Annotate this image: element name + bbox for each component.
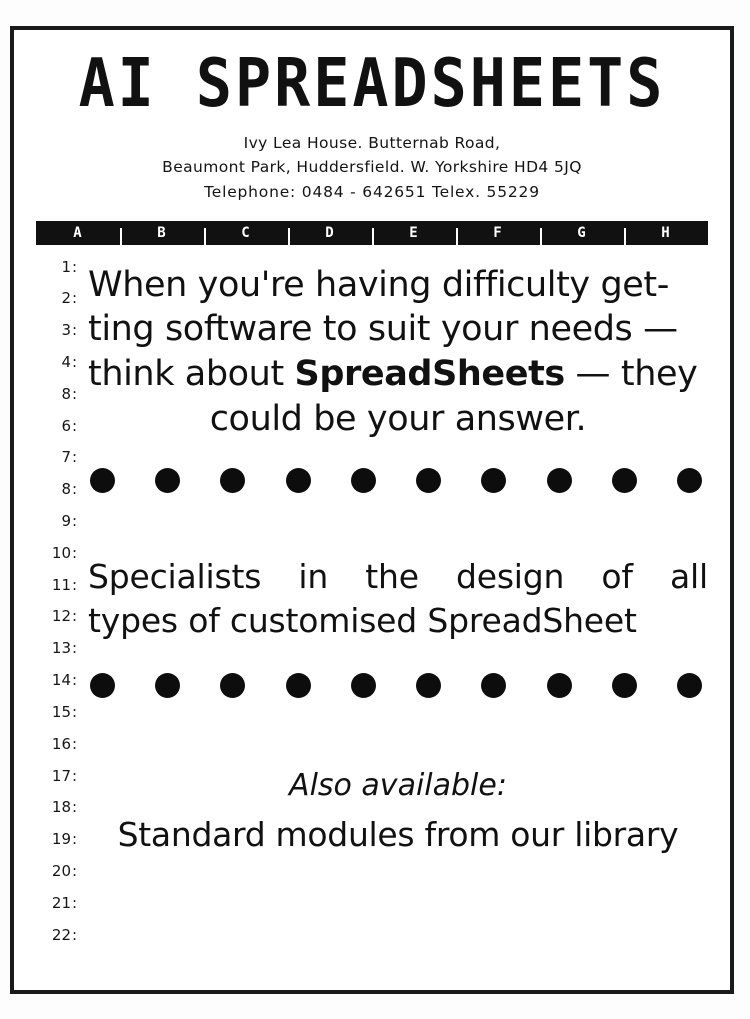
divider-dot bbox=[286, 468, 311, 493]
headline-emphasis: SpreadSheets bbox=[294, 354, 565, 395]
divider-dot bbox=[351, 468, 376, 493]
divider-dot bbox=[416, 468, 441, 493]
row-tick: : bbox=[71, 671, 78, 690]
divider-dot bbox=[155, 468, 180, 493]
also-available-label: Also available: bbox=[289, 767, 507, 803]
address-line-2: Beaumont Park, Huddersfield. W. Yorkshire HD4 5JQ bbox=[162, 157, 582, 176]
divider-dot bbox=[351, 673, 376, 698]
row-tick: : bbox=[71, 702, 78, 721]
row-number: 21 : bbox=[51, 893, 78, 912]
row-number: 9 : bbox=[61, 512, 78, 531]
advert-frame bbox=[10, 26, 734, 994]
row-number: 8 : bbox=[61, 384, 78, 403]
row-tick: : bbox=[71, 830, 78, 849]
column-header-c: C bbox=[204, 225, 288, 241]
row-number: 22 : bbox=[51, 925, 78, 944]
headline-line-4: could be your answer. bbox=[209, 399, 587, 440]
dot-divider-top bbox=[88, 468, 708, 493]
divider-dot bbox=[481, 468, 506, 493]
row-number: 12 : bbox=[51, 607, 78, 626]
headline-paragraph bbox=[88, 263, 708, 442]
address-line-1: Ivy Lea House. Butternab Road, bbox=[243, 134, 501, 152]
advert-copy bbox=[88, 251, 708, 951]
row-tick: : bbox=[71, 480, 78, 499]
divider-dot bbox=[547, 468, 572, 493]
divider-dot bbox=[677, 468, 702, 493]
column-header-b: B bbox=[120, 225, 204, 241]
row-number: 13 : bbox=[51, 639, 78, 658]
row-number: 15 : bbox=[51, 702, 78, 721]
row-tick: : bbox=[71, 893, 78, 912]
specialists-line-1 bbox=[88, 555, 708, 599]
specialists-word: in bbox=[298, 556, 329, 596]
dot-divider-bottom bbox=[88, 673, 708, 698]
specialists-line-2: types of customised SpreadSheet bbox=[88, 600, 637, 640]
row-tick: : bbox=[71, 512, 78, 531]
column-header-g: G bbox=[540, 225, 624, 241]
row-number: 4 : bbox=[61, 352, 78, 371]
headline-line-3-post: — they bbox=[564, 354, 698, 395]
row-tick: : bbox=[71, 321, 78, 340]
specialists-word: Specialists bbox=[88, 556, 262, 596]
column-header-d: D bbox=[288, 225, 372, 241]
row-number: 8 : bbox=[61, 480, 78, 499]
divider-dot bbox=[90, 673, 115, 698]
row-tick: : bbox=[71, 925, 78, 944]
address-block bbox=[14, 132, 730, 205]
divider-dot bbox=[220, 673, 245, 698]
specialists-word: design bbox=[455, 556, 565, 596]
row-number: 19 : bbox=[51, 830, 78, 849]
row-number: 14 : bbox=[51, 671, 78, 690]
divider-dot bbox=[90, 468, 115, 493]
row-number: 20 : bbox=[51, 861, 78, 880]
divider-dot bbox=[547, 673, 572, 698]
row-tick: : bbox=[71, 352, 78, 371]
column-header-f: F bbox=[456, 225, 540, 241]
divider-dot bbox=[220, 468, 245, 493]
divider-dot bbox=[286, 673, 311, 698]
row-tick: : bbox=[71, 639, 78, 658]
row-number: 1 : bbox=[61, 257, 78, 276]
column-header-a: A bbox=[73, 224, 83, 241]
headline-line-3-pre: think about bbox=[88, 354, 295, 395]
telephone-telex-line: Telephone: 0484 - 642651 Telex. 55229 bbox=[204, 183, 540, 202]
row-tick: : bbox=[71, 543, 78, 562]
masthead bbox=[14, 44, 730, 123]
row-number: 16 : bbox=[51, 734, 78, 753]
row-tick: : bbox=[71, 607, 78, 626]
row-tick: : bbox=[71, 575, 78, 594]
divider-dot bbox=[612, 468, 637, 493]
row-tick: : bbox=[71, 289, 78, 308]
divider-dot bbox=[416, 673, 441, 698]
specialists-word: of bbox=[601, 556, 633, 596]
headline-line-1: When you're having difficulty get- bbox=[88, 264, 669, 305]
row-tick: : bbox=[71, 734, 78, 753]
headline-line-2: ting software to suit your needs — bbox=[88, 309, 678, 350]
divider-dot bbox=[612, 673, 637, 698]
row-tick: : bbox=[71, 766, 78, 785]
spreadsheet-column-header-bar bbox=[36, 221, 708, 245]
row-number: 6 : bbox=[61, 416, 78, 435]
advert-inner bbox=[14, 44, 730, 994]
row-number: 7 : bbox=[61, 448, 78, 467]
specialists-paragraph bbox=[88, 555, 708, 643]
row-number: 18 : bbox=[51, 798, 78, 817]
specialists-word: all bbox=[670, 556, 708, 596]
row-number-gutter bbox=[36, 251, 82, 951]
divider-dot bbox=[677, 673, 702, 698]
row-tick: : bbox=[71, 257, 78, 276]
row-tick: : bbox=[71, 448, 78, 467]
row-number: 2 : bbox=[61, 289, 78, 308]
row-tick: : bbox=[71, 416, 78, 435]
row-tick: : bbox=[71, 384, 78, 403]
footer-block bbox=[88, 768, 708, 854]
headline-line-3 bbox=[88, 352, 708, 397]
company-logo: AI SPREADSHEETS bbox=[78, 44, 666, 123]
standard-modules-line: Standard modules from our library bbox=[117, 814, 679, 854]
row-tick: : bbox=[71, 861, 78, 880]
column-header-h: H bbox=[624, 225, 708, 241]
specialists-word: the bbox=[365, 556, 419, 596]
column-header-e: E bbox=[372, 225, 456, 241]
row-tick: : bbox=[71, 798, 78, 817]
row-number: 10 : bbox=[51, 543, 78, 562]
row-number: 3 : bbox=[61, 321, 78, 340]
row-number: 17 : bbox=[51, 766, 78, 785]
divider-dot bbox=[155, 673, 180, 698]
divider-dot bbox=[481, 673, 506, 698]
spreadsheet-body bbox=[36, 251, 708, 951]
row-number: 11 : bbox=[51, 575, 78, 594]
